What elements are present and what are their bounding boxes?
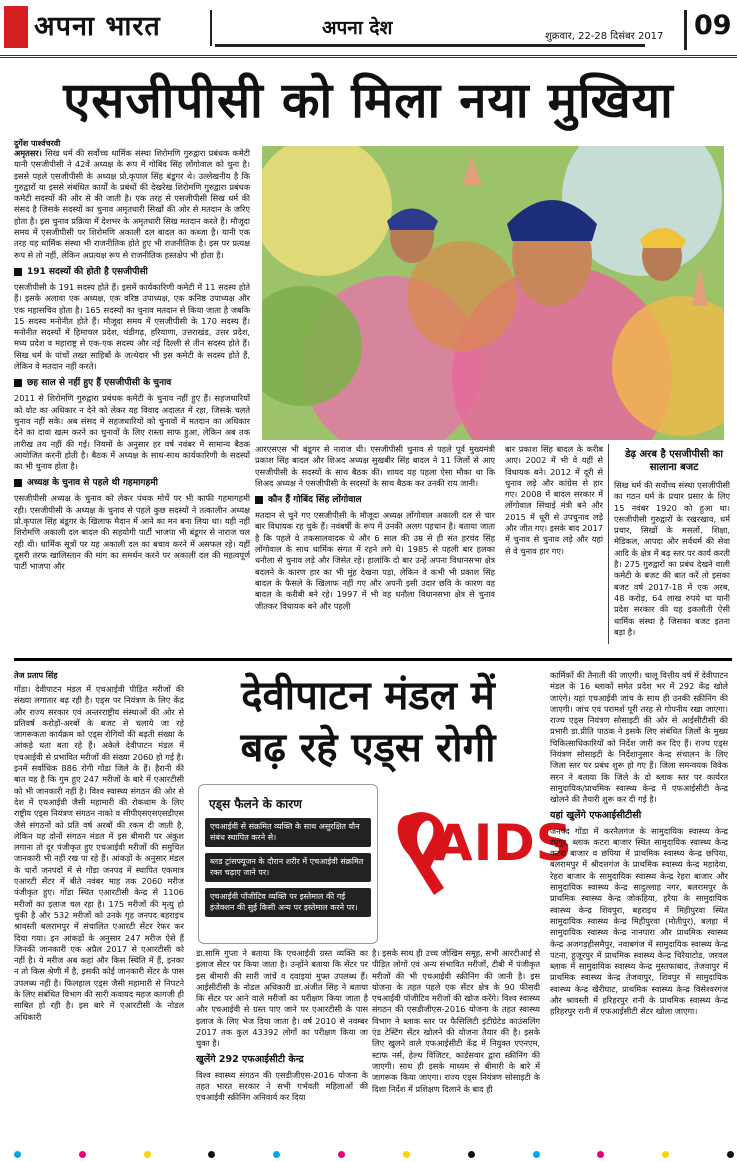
aids-label: AIDS <box>434 814 573 872</box>
subhead-text: खुलेंगे 292 एफआईसीटी केन्द्र <box>196 1053 304 1065</box>
subhead-text: छह साल से नहीं हुए हैं एसजीपीसी के चुनाव <box>27 378 172 389</box>
masthead-divider <box>210 10 212 46</box>
story1-column-3 <box>505 444 603 644</box>
section-name: अपना देश <box>322 17 393 39</box>
story2-paragraph: डा.सामि गुप्ता ने बताया कि एचआईवी ग्रस्त व्यक्ति का इलाज सेंटर पर किया जाता है। उन्होंने बताया कि सेंटर पर इस बीमारी की सारी जांचें व दवाइयां मुफ्त उपलब्ध हैं। आईसीटीसी के नोडल अधिकारी डा.अंजीत सिंह ने बताया कि सेंटर पर आने वाले मरीजों का परीक्षण किया जाता है और एचआईवी से ग्रस्त पाए जाने पर एआरटीसी के पास इलाज के लिए भेज दिया जाता है। वर्ष 2010 से नवम्बर 2017 तक कुल 43392 लोगों का परीक्षण किया जा चुका है। <box>196 948 368 1049</box>
news-photo <box>262 146 724 440</box>
page-number-divider <box>684 10 687 50</box>
newspaper-logo-mark <box>4 6 28 48</box>
sidebar-rule <box>608 444 609 644</box>
subhead <box>14 477 250 489</box>
story2-byline: तेज प्रताप सिंह <box>14 671 58 680</box>
subhead-text: 191 सदस्यों की होती है एसजीपीसी <box>27 266 148 277</box>
subhead <box>14 266 250 278</box>
bullet-square-icon <box>14 479 22 487</box>
story2-column-3 <box>372 948 540 1144</box>
budget-sidebar <box>614 480 730 650</box>
subhead-text: कौन हैं गोबिंद सिंह लोंगोवाल <box>268 495 362 506</box>
cause-item: एचआईवी पॉजीटिव व्यक्ति पर इस्तेमाल की गई इंजेक्शन की सुई किसी अन्य पर इस्तेमाल करने पर। <box>205 888 371 917</box>
story1-paragraph: आरएसएस भी बंडूगर से नाराज थी। एसजीपीसी चुनाव से पहले पूर्व मुख्यमंत्री प्रकाश सिंह बादल और शिअद अध्यक्ष सुखबीर सिंह बादल ने 11 जिलों से आए एसजीपीसी के सदस्यों के साथ बैठक की। शायद यह पहला ऐसा मौका था कि शिअद अध्यक्ष ने एसजीपीसी के सदस्यों के साथ बैठक कर उनकी राय जानी। <box>255 444 495 488</box>
registration-dot <box>403 1151 410 1158</box>
registration-dot <box>338 1151 345 1158</box>
headline-line: देवीपाटन मंडल में <box>241 673 495 719</box>
registration-dot <box>597 1151 604 1158</box>
story1-paragraph: 2011 से शिरोमणि गुरुद्वारा प्रबंधक कमेटी के चुनाव नहीं हुए हैं। सहजधारियों को वोट का अधिकार न देने को लेकर यह विवाद अदालत में रहा, जिसके चलते चुनाव नहीं सके। अब संसद में सहजधारियों को चुनावों में मतदान का अधिकार देने का दावा खत्म करने का चुनावों के लिए रास्ता साफ हुआ, लेकिन अब तक तारीख तय नहीं की गई। नियमों के अनुसार हर वर्ष नवंबर में सामान्य बैठक आयोजित करनी होती है। बैठक में अध्यक्ष के साथ-साथ कार्यकारिणी के सदस्यों का भी चुनाव होता है। <box>14 393 250 472</box>
photo-illustration <box>262 146 724 440</box>
story2-column-1 <box>14 684 184 1144</box>
subhead <box>14 377 250 389</box>
registration-dot <box>208 1151 215 1158</box>
bullet-square-icon <box>14 379 22 387</box>
story1-paragraph: एसजीपीसी अध्यक्ष के चुनाव को लेकर पंथक मोर्चे पर भी काफी गहमागहमी रही। एसजीपीसी के अध्यक्ष के चुनाव से पहले कुछ सदस्यों ने तत्कालीन अध्यक्ष प्रो.कृपाल सिंह बंडूगर के खिलाफ मैदान में आने का मन बना लिया था। यही नहीं शिरोमणि अकाली दल बादल की सहयोगी पार्टी भाजपा भी बंडूगर से नाराज चल रही थी। धार्मिक सूत्रों पर यह अकाली दल का बचाव करने में असफल रहे। यहीं दूसरी तरफ खालिस्तान की मांग का समर्थन करने पर अकाली दल की महत्वपूर्ण पार्टी भाजपा और <box>14 493 250 572</box>
subhead-text: यहां खुलेंगे एफआईसीटीसी <box>550 809 642 821</box>
story2-paragraph: विश्व स्वास्थ्य संगठन की एसडीजीएस-2016 योजना के तहत भारत सरकार ने सभी गर्भवती महिलाओं की एचआईवी स्क्रीनिंग अनिवार्य कर दिया <box>196 1069 368 1103</box>
issue-date: शुक्रवार, 22-28 दिसंबर 2017 <box>545 31 664 42</box>
section-rule <box>215 44 645 47</box>
intro-text: सिख धर्म की सर्वोच्च धार्मिक संस्था शिरोमणि गुरुद्वारा प्रबंधक कमेटी यानी एसजीपीसी ने 42वें अध्यक्ष के रूप में गोबिंद सिंह लोंगोवाल को चुना है। इससे पहले एसजीपीसी के अध्यक्ष प्रो.कृपाल सिंह बंडूगर थे। उल्लेखनीय है कि गुरुद्वारों या इससे संबंधित कार्यों के प्रबंधों की देखरेख शिरोमणि गुरुद्वारा प्रबंधक कमेटी सदस्यों की और से की जाती है। एक तरह से एसजीपीसी सिख धर्म की संसद है जिसके सदस्यों का चुनाव अमृतधारी सिखों की ओर से मतदान के जरिए होता है। इस चुनाव प्रक्रिया में देशभर के अमृतधारी सिख मतदान करते हैं। मौजूदा समय में एसजीपीसी पर शिरोमणि अकाली दल बादल का कब्जा है। यानी एक तरह यह धार्मिक संस्था भी राजनीतिक होते हुए भी राजनीतिक है। इस पर प्रत्यक्ष रूप से तो नहीं, लेकिन अप्रत्यक्ष रूप से राजनीतिक हस्तक्षेप भी होता है। <box>14 148 250 260</box>
registration-dot <box>14 1151 21 1158</box>
masthead <box>0 0 737 58</box>
registration-dot <box>79 1151 86 1158</box>
dateline: अमृतसर। <box>14 148 42 158</box>
causes-box <box>198 784 378 944</box>
page-number: 09 <box>694 10 732 41</box>
bullet-square-icon <box>14 268 22 276</box>
story1-headline: एसजीपीसी को मिला नया मुखिया <box>63 72 674 129</box>
registration-dot <box>662 1151 669 1158</box>
story2-paragraph: गोंडा। देवीपाटन मंडल में एचआईवी पीड़ित मरीजों की संख्या लगातार बढ़ रही है। एड्स पर नियंत्रण के लिए केंद्र और राज्य सरकार एवं अन्तरराष्ट्रीय संस्थाओं की ओर से प्रतिवर्ष करोड़ों-अरबों के बजट से चलाये जा रहे जागरूकता कार्यक्रम को एड्स रोगियों की बढ़ती संख्या के आंकड़े धता बता रहे हैं। अकेले देवीपाटन मंडल में एचआईवी से प्रभावित मरीजों की संख्या 2060 हो गई है। इनमें सर्वाधिक 886 रोगी गोंडा जिले के हैं। हैरानी की बात यह है कि गुम हुए 247 मरीजों के बारे में एआरटीसी को भी जानकारी नहीं है। विश्व स्वास्थ्य संगठन की ओर से देश में एचआईवी जैसी महामारी की रोकथाम के लिए राष्ट्रीय एड्स नियंत्रण संगठन नाको व सीपीएसएसएसडीएस जैसे संगठनों को प्रति वर्ष अरबों की रकम दी जाती है, लेकिन यह दोनों संगठन मंडल में इस बीमारी पर अंकुश लगाना तो दूर पंजीकृत हुए एचआईवी मरीजों की समुचित जानकारी भी नहीं रख पा रहे हैं। आंकड़ों के अनुसार मंडल के चारों जनपदों में से गोंडा जनपद में स्थापित एकमात्र एआरटी सेंटर में बीते नवंबर माह तक 2060 मरीज पंजीकृत हुए। गोंडा स्थित एआरटीसी केन्द्र से 1106 मरीजों का इलाज चल रहा है। 175 मरीजों की मृत्यु हो चुकी है और 532 मरीजों को उनके गृह जनपद बहराइच श्रावस्ती बलरामपुर में संचालित एआरटी सेंटर रेफर कर दिया गया। इन आंकड़ों के अनुसार 247 मरीज ऐसे हैं जिनकी जानकारी एक अप्रैल 2017 से एआरटीसी को नहीं है। ये मरीज अब कहां और किस स्थिति में हैं, इनका न तो किस श्रेणी में है, इसकी कोई जानकारी सेंटर के पास उपलब्ध नहीं है। फिलहाल एड्स जैसी महामारी से निपटने के लिए संबंधित विभाग की सारी कवायद महज कागजी ही साबित हो रही है। इस बारे में एआरटीसी के नोडल अधिकारी <box>14 684 184 1022</box>
bullet-square-icon <box>255 496 263 504</box>
registration-dot <box>727 1151 734 1158</box>
cause-item: ब्लड ट्रांसफ्यूजन के दौरान शरीर में एचआईवी संक्रमित रक्त चढ़ाए जाने पर। <box>205 853 371 882</box>
registration-dot <box>533 1151 540 1158</box>
story2-paragraph: है। इसके साथ ही उच्च जोखिम समूह, सभी आरटीआई से पीड़ित लोगों एवं अन्य संभावित मरीजों, टीबी में पंजीकृत मरीजों की भी एचआईवी स्क्रीनिंग की जानी है। इस योजना के तहत पहले एक सेंटर क्षेत्र के 90 फीसदी एचआईवी पॉजीटिव मरीजों की खोज करेंगे। विश्व स्वास्थ्य संगठन की एसडीजीएस-2016 योजना के तहत स्वास्थ्य विभाग ने ब्लाक स्तर पर फैसिलिटी इंटीग्रेटेड काउंसलिंग एंड टेस्टिंग सेंटर खोलने की योजना तैयार की है। इसके लिए खुलने वाले एफआईसीटी केंद्र में नियुक्त एएनएम, स्टाफ नर्स, हेल्थ विजिटर, कार्डसवार द्वारा स्क्रीनिंग की जाएगी। साथ ही इसके माध्यम से बीमारी के बारे में जागरूक किया जाएगा। राज्य एड्स नियंत्रण सोसाइटी के दिशा निर्देश में प्रशिक्षण दिलाने के बाद ही <box>372 948 540 1094</box>
registration-dot <box>144 1151 151 1158</box>
registration-marks <box>14 1150 734 1158</box>
story2-column-4 <box>550 670 728 1144</box>
subhead-text: अध्यक्ष के चुनाव से पहले थी गहमागहमी <box>27 478 158 489</box>
story1-paragraph: एसजीपीसी के 191 सदस्य होते हैं। इसमें कार्यकारिणी कमेटी में 11 सदस्य होते हैं। इसके अलावा एक अध्यक्ष, एक वरिष्ठ उपाध्यक्ष, एक कनिष्ठ उपाध्यक्ष और एक महासचिव होता है। 165 सदस्यों का चुनाव मतदान से किया जाता है जबकि 15 सदस्य मनोनीत होते हैं। मौजूदा समय में एसजीपीसी के 170 सदस्य हैं। मनोनीत सदस्यों में हिमाचल प्रदेश, चंडीगढ़, हरियाणा, उत्तराखंड, उत्तर प्रदेश, मध्य प्रदेश व महाराष्ट्र से एक-एक सदस्य और नई दिल्ली से तीन सदस्य होते हैं। सिख धर्म के पांचों तख्त साहिबों के जत्थेदार भी इस कमेटी के सदस्य होते हैं, लेकिन वे मतदान नहीं करते। <box>14 281 250 372</box>
story1-intro <box>14 148 250 261</box>
registration-dot <box>468 1151 475 1158</box>
story-divider <box>14 658 732 661</box>
headline-line: बढ़ रहे एड्स रोगी <box>240 725 496 771</box>
story2-paragraph: जनपद गोंडा में करनैलगंज के सामुदायिक स्वास्थ्य केन्द्र रघुपुर, ब्लाक कटरा बाजार स्थित सामुदायिक स्वास्थ्य केन्द्र कटरा बाजार व छपिया में प्राथमिक स्वास्थ्य केन्द्र छपिया, बलरामपुर में श्रीदत्तगंज के प्राथमिक स्वास्थ्य केन्द्र महादेवा, रेहरा बाजार के सामुदायिक स्वास्थ्य केन्द्र रेहरा बाजार और सामुदायिक स्वास्थ्य केन्द्र सादुल्लाह नगर, बलरामपुर के प्राथमिक स्वास्थ्य केन्द्र जोकहिया, हरैया के सामुदायिक स्वास्थ्य केन्द्र शिवपुरा, बहराइच में मिहीपुरवा स्थित सामुदायिक स्वास्थ्य केन्द्र मिहीपुरवा (मोतीपुर), बलहा में सामुदायिक स्वास्थ्य केन्द्र नानपारा और प्राथमिक स्वास्थ्य केन्द्र अजगड़हीसमैपुर, नवाबगंज में सामुदायिक स्वास्थ्य केन्द्र पटना, हुजूरपुर में प्राथमिक स्वास्थ्य केन्द्र चिरैयाटोड, जरवल ब्लाक में सामुदायिक स्वास्थ्य केन्द्र मुस्तफाबाद, तेजवापुर में प्राथमिक स्वास्थ्य केन्द्र तेजवापुर, शिवपुर में सामुदायिक स्वास्थ्य केन्द्र खैरीघाट, प्राथमिक स्वास्थ्य केन्द्र विसेश्वरगंज और श्रावस्ती में हरिहरपुर रानी के प्राथमिक स्वास्थ्य केन्द्र हरिहरपुर रानी में एफआईसीटी सेंटर खोला जाएगा। <box>550 825 728 1017</box>
budget-text: सिख धर्म की सर्वोच्च संस्था एसजीपीसी का गठन धर्म के प्रचार प्रसार के लिए 15 नवंबर 1920 को हुआ था। एसजीपीसी गुरुद्वारों के रखरखाव, धर्म प्रचार, सिखों के मसलों, शिक्षा, मेडिकल, आपदा और सर्वधर्म की सेवा आदि के क्षेत्र में बढ़ स्तर पर कार्य करती है। 275 गुरुद्वारों का प्रबंध देखने वाली कमेटी के बजट की बात करें तो इसका बजट वर्ष 2017-18 में एक अरब, 48 करोड़, 64 लाख रुपये था यानी प्रदेश सरकार की यह इकलौती ऐसी धार्मिक संस्था है जिसका बजट इतना बड़ा है। <box>614 480 730 637</box>
cause-item: एचआईवी से संक्रमित व्यक्ति के साथ असुरक्षित यौन संबंध स्थापित करने से। <box>205 818 371 847</box>
budget-sidebar-title: डेढ़ अरब है एसजीपीसी का सालाना बजट <box>625 449 723 473</box>
story1-byline: दुर्गेश पार्श्वचरवी <box>14 139 61 148</box>
newspaper-name: अपना भारत <box>34 11 161 42</box>
story1-column-2 <box>255 444 495 650</box>
causes-title: एड्स फैलने के कारण <box>205 795 306 812</box>
story2-column-2 <box>196 948 368 1144</box>
subhead <box>255 494 495 506</box>
story2-headline <box>196 670 540 774</box>
registration-dot <box>273 1151 280 1158</box>
story1-paragraph: बार प्रकाश सिंह बादल के करीब आए। 2002 में भी वे यहीं से विधायक बने। 2012 में दूरी से चुनाव लड़े और कांग्रेस से हार गए। 2008 में बादल सरकार में लोंगोवाल सिंचाई मंत्री बने और 2015 में धूरी से उपचुनाव लड़े और जीत गए। इसके बाद 2017 में चुनाव से चुनाव लड़े और यहां से वे चुनाव हार गए। <box>505 444 603 556</box>
story1-paragraph: मतदान से चुने गए एसजीपीसी के मौजूदा अध्यक्ष लोंगोवाल अकाली दल से चार बार विधायक रह चुके हैं। नवंबर्षी के रूप में उनकी अलग पहचान है। बताया जाता है कि पहले वे तकसालवादक थे और 6 साल की उम्र से ही संत हरचंद सिंह लोंगोवाल के साथ धार्मिक संगत में रहने लगे थे। 1985 से पहली बार हलका धनौला से चुनाव लड़े और जिसेत रहे। हालांकि दो बार उन्हें अपना विधानसभा क्षेत्र बदलने के कारण हार का भी मुंह देखना पड़ा, लेकिन वे कभी भी प्रकाश सिंह बादल के फैसले के खिलाफ नहीं गए और अपनी इसी उदार छवि के कारण वह बादल के करीबी बने रहे। 1997 में भी वह धनौला विधानसभा क्षेत्र से चुनाव जीतकर विधायक बने और पहली <box>255 510 495 611</box>
story2-paragraph: कार्मिकों की तैनाती की जाएगी। चालू वित्तीय वर्ष में देवीपाटन मंडल के 16 ब्लाकों समेत प्रदेश भर में 292 केंद्र खोले जाएंगे। यहां एचआईवी जांच के साथ ही उनकी स्क्रीनिंग की जाएगी। जांच एवं परामर्श पूरी तरह से गोपनीय रखा जाएगा। राज्य एड्स नियंत्रण सोसाइटी की ओर से आईसीटीसी की प्रभारी डा.प्रीति पाठक ने इसके लिए संबंधित जिलों के मुख्य चिकित्साधिकारियों को निर्देश जारी कर दिए हैं। राज्य एड्स नियंत्रण सोसाइटी के निर्देशानुसार केन्द्र संचालन के लिए जिला स्तर पर प्रबंध शुरू हो गए हैं। जिला समन्वयक विवेक सरन ने बताया कि जिले के दो ब्लाक स्तर पर कार्यरत सामुदायिक/प्राथमिक स्वास्थ्य केन्द्र में एफआईसीटी केन्द्र खोलने की तैयारी शुरू कर दी गई है। <box>550 670 728 805</box>
